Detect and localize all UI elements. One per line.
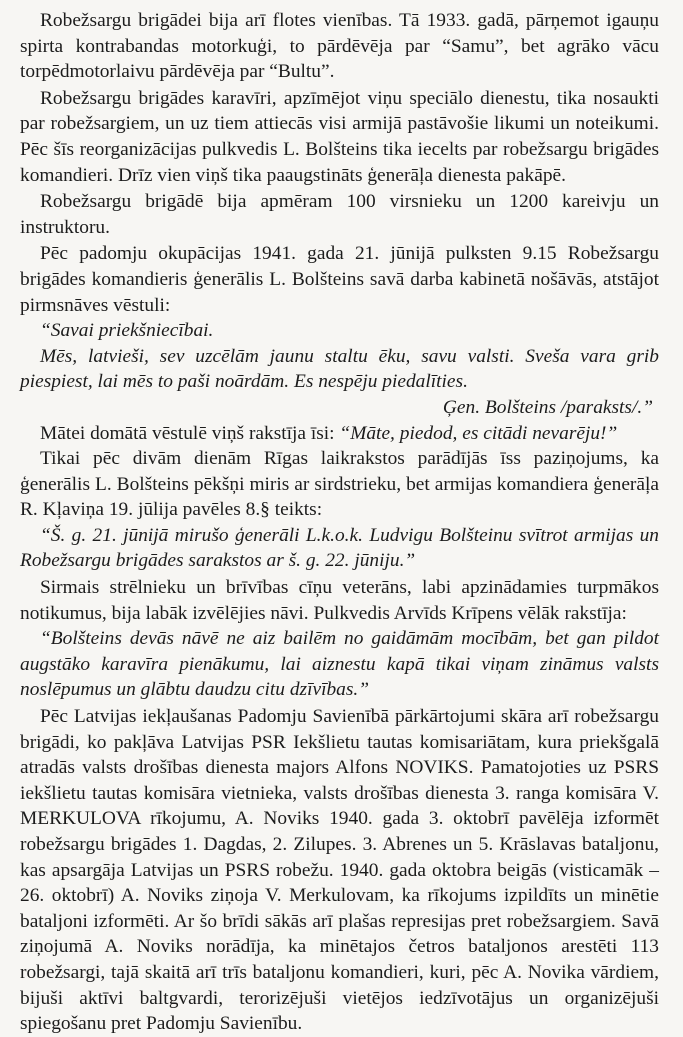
paragraph-brigade-size: Robežsargu brigādē bija apmēram 100 virsnieku un 1200 kareivju un instruktoru.: [20, 191, 659, 238]
mother-letter-quote: “Māte, piedod, es citādi nevarēju!”: [339, 422, 618, 444]
paragraph-newspaper-notice: Tikai pēc divām dienām Rīgas laikrakstos parādījās īss paziņojums, ka ģenerālis L. Bolšteins pēkšņi miris ar sirdstrieku, bet armijas komandiera ģenerāļa R. Kļaviņa 19. jūlija pavēles 8.§ teikts:: [20, 448, 659, 521]
letter-salutation: “Savai priekšniecībai.: [40, 320, 214, 342]
paragraph-fleet-units: Robežsargu brigādei bija arī flotes vienības. Tā 1933. gadā, pārņemot igauņu spirta kontrabandas motorkuģi, to pārdēvēja par “Samu”, bet agrāko vācu torpēdmotorlaivu pārdēvēja par “Bultu”.: [20, 10, 659, 83]
paragraph-veteran: Sirmais strēlnieku un brīvības cīņu veterāns, labi apzinādamies turpmākos notikumus, bija labāk izvēlējies nāvi. Pulkvedis Arvīds Krīpens vēlāk rakstīja:: [20, 577, 659, 624]
mother-letter-intro: Mātei domātā vēstulē viņš rakstīja īsi:: [40, 422, 340, 444]
paragraph-soviet-reorganization: Pēc Latvijas iekļaušanas Padomju Savienībā pārkārtojumi skāra arī robežsargu brigādi, ko pakļāva Latvijas PSR Iekšlietu tautas komisariātam, kura priekšgalā atradās valsts drošības dienesta majors Alfons NOVIKS. Pamatojoties uz PSRS iekšlietu tautas komisāra vietnieka, valsts drošības dienesta 3. ranga komisāra V. MERKULOVA rīkojumu, A. Noviks 1940. gada 3. oktobrī pavēlēja izformēt robežsargu brigādes 1. Dagdas, 2. Zilupes. 3. Abrenes un 5. Krāslavas bataljonu, kas apsargāja Latvijas un PSRS robežu. 1940. gada oktobra beigās (visticamāk – 26. oktobrī) A. Noviks ziņoja V. Merkulovam, ka rīkojums izpildīts un minētie bataljoni izformēti. Ar šo brīdi sākās arī plašas represijas pret robežsargiem. Savā ziņojumā A. Noviks norādīja, ka minētajos četros bataljonos arestēti 113 robežsargi, tajā skaitā arī trīs bataljonu komandieri, kuri, pēc A. Novika vārdiem, bijuši aktīvi baltgvardi, terorizējuši vietējos iedzīvotājus un organizējuši spiegošanu pret Padomju Savienību.: [20, 706, 659, 1035]
paragraph-mother-letter: [20, 421, 659, 447]
kripens-quote: “Bolšteins devās nāvē ne aiz bailēm no gaidāmām mocībām, bet gan pildot augstāko karavīra pienākumu, lai aiznestu kapā tikai viņam zināmus valsts noslēpumus un glābtu daudzu citu dzīvības.”: [20, 628, 659, 701]
letter-body: Mēs, latvieši, sev uzcēlām jaunu staltu ēku, savu valsti. Sveša vara grib piespiest, lai mēs to paši noārdām. Es nespēju piedalīties.: [20, 345, 659, 393]
paragraph-border-guards: Robežsargu brigādes karavīri, apzīmējot viņu speciālo dienestu, tika nosaukti par robežsargiem, un uz tiem attiecās visi armijā pastāvošie likumi un noteikumi. Pēc šīs reorganizācijas pulkvedis L. Bolšteins tika iecelts par robežsargu brigādes komandieri. Drīz vien viņš tika paaugstināts ģenerāļa dienesta pakāpē.: [20, 87, 659, 186]
paragraph-occupation: Pēc padomju okupācijas 1941. gada 21. jūnijā pulksten 9.15 Robežsargu brigādes komandieris ģenerālis L. Bolšteins savā darba kabinetā nošāvās, atstājot pirmsnāves vēstuli:: [20, 243, 659, 316]
letter-signature: Ģen. Bolšteins /paraksts/.”: [442, 396, 653, 418]
order-quote: “Š. g. 21. jūnijā mirušo ģenerāli L.k.o.k. Ludvigu Bolšteinu svītrot armijas un Robežsargu brigādes sarakstos ar š. g. 22. jūniju.”: [20, 524, 659, 572]
